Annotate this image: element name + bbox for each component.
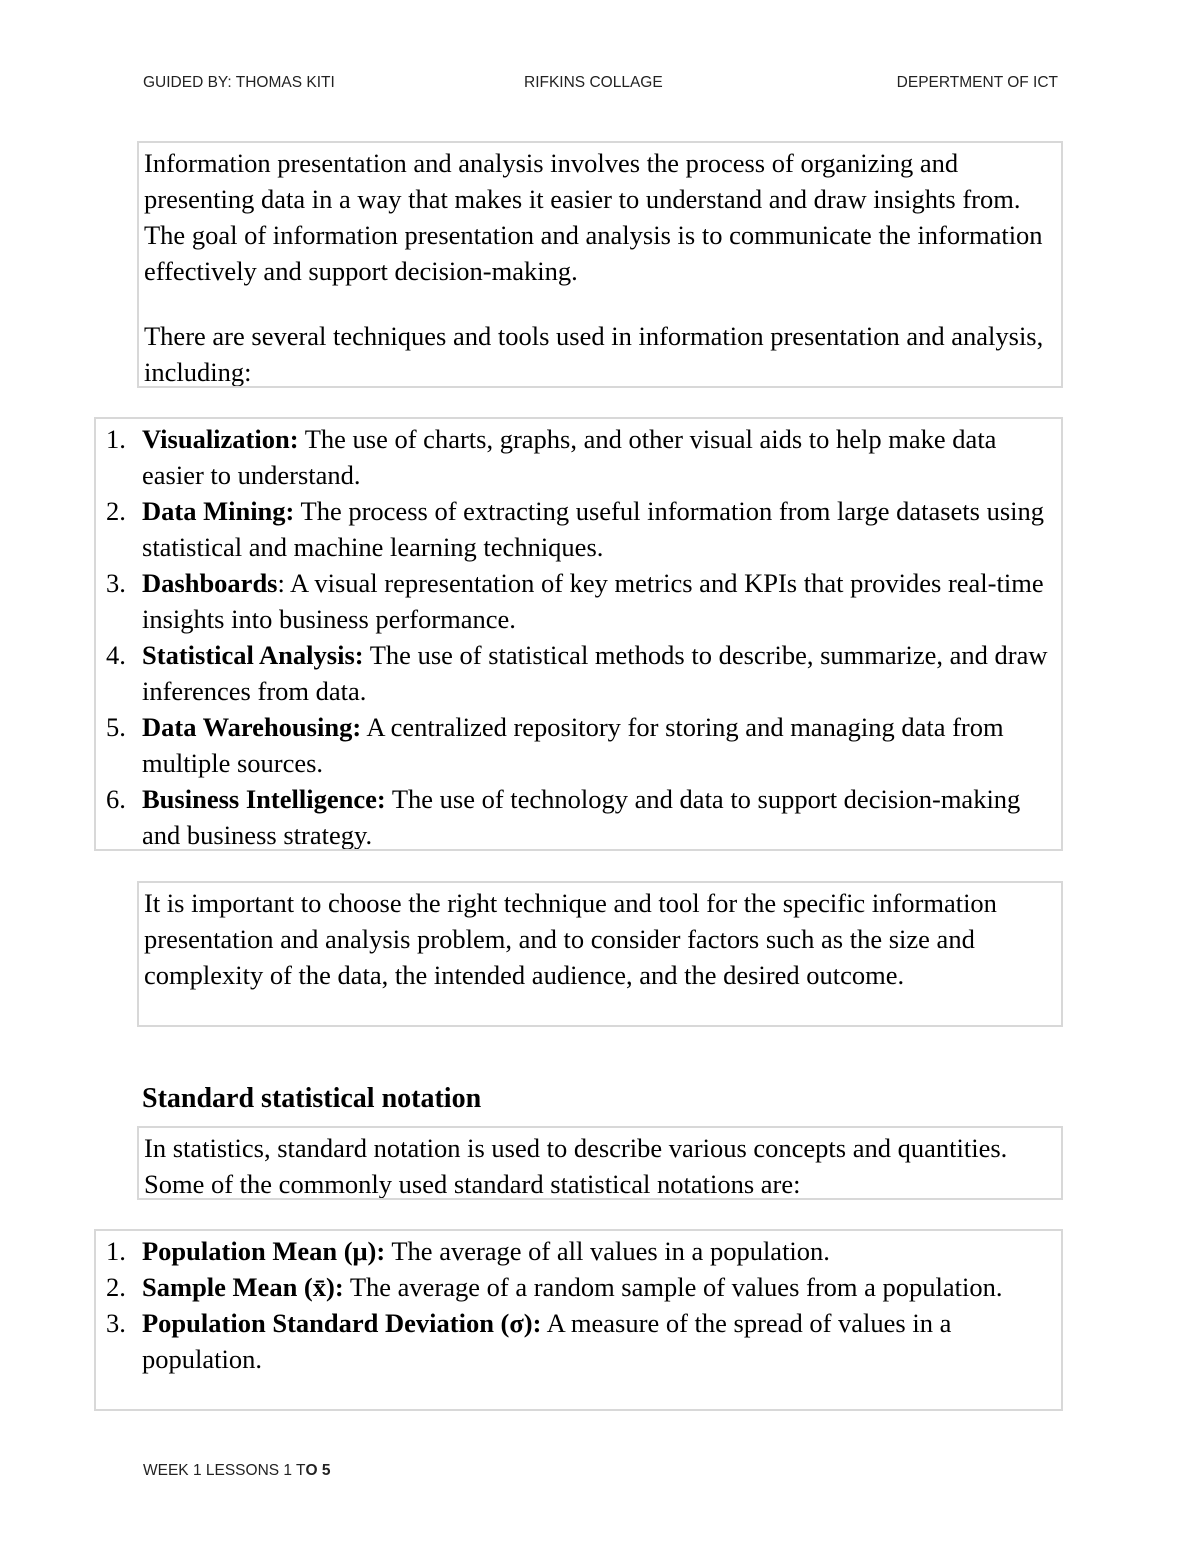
list-description: The average of a random sample of values from a population. — [343, 1272, 1003, 1302]
header-guided-by: GUIDED BY: THOMAS KITI — [143, 74, 335, 91]
techniques-box — [94, 417, 1063, 851]
intro-paragraph-2: There are several techniques and tools used in information presentation and analysis, including: — [144, 321, 1044, 387]
list-number: 2. — [106, 1272, 126, 1302]
list-description: The use of technology and data to support decision-making and business strategy. — [142, 784, 1021, 850]
list-number: 4. — [106, 640, 126, 670]
notation-paragraph: In statistics, standard notation is used to describe various concepts and quantities. Some of the commonly used standard statistical notations are: — [144, 1133, 1008, 1199]
notations-list — [96, 1233, 1061, 1377]
list-term: Statistical Analysis: — [142, 640, 364, 670]
list-number: 1. — [106, 424, 126, 454]
page-footer — [143, 1462, 331, 1480]
list-item — [96, 421, 1061, 493]
notations-box — [94, 1229, 1063, 1411]
page-header — [143, 74, 1058, 98]
list-item — [96, 1233, 1061, 1269]
list-number: 6. — [106, 784, 126, 814]
choose-technique-box — [137, 881, 1063, 1027]
list-description: The average of all values in a population. — [385, 1236, 830, 1266]
footer-text: WEEK 1 LESSONS 1 T — [143, 1462, 306, 1479]
list-number: 2. — [106, 496, 126, 526]
list-description: A centralized repository for storing and managing data from multiple sources. — [142, 712, 1004, 778]
list-term: Data Warehousing: — [142, 712, 362, 742]
header-college: RIFKINS COLLAGE — [524, 74, 663, 91]
list-term: Sample Mean (x̄): — [142, 1272, 344, 1302]
list-number: 3. — [106, 568, 126, 598]
choose-paragraph: It is important to choose the right technique and tool for the specific information presentation and analysis problem, and to consider factors such as the size and complexity of the data, the intended audience, and the desired outcome. — [144, 888, 997, 990]
footer-bold-text: O 5 — [305, 1462, 331, 1479]
list-term: Visualization: — [142, 424, 299, 454]
section-heading: Standard statistical notation — [142, 1083, 482, 1114]
list-term: Data Mining: — [142, 496, 295, 526]
list-item — [96, 1269, 1061, 1305]
intro-box — [137, 141, 1063, 388]
intro-paragraph-1: Information presentation and analysis involves the process of organizing and presenting data in a way that makes it easier to understand and draw insights from. The goal of information presentation and analysis is to communicate the information effectively and support decision-making. — [144, 148, 1043, 286]
list-description: A measure of the spread of values in a population. — [142, 1308, 952, 1374]
list-term: Dashboards — [142, 568, 278, 598]
notation-intro-box — [137, 1126, 1063, 1200]
list-item — [96, 781, 1061, 851]
list-item — [96, 493, 1061, 565]
list-term: Population Standard Deviation (σ): — [142, 1308, 542, 1338]
list-item — [96, 709, 1061, 781]
header-department: DEPERTMENT OF ICT — [896, 74, 1058, 91]
list-number: 5. — [106, 712, 126, 742]
techniques-list — [96, 421, 1061, 851]
list-term: Population Mean (μ): — [142, 1236, 386, 1266]
list-item — [96, 1305, 1061, 1377]
list-description: The process of extracting useful information from large datasets using statistical and machine learning techniques. — [142, 496, 1045, 562]
list-term: Business Intelligence: — [142, 784, 386, 814]
list-description: The use of statistical methods to describe, summarize, and draw inferences from data. — [142, 640, 1048, 706]
list-number: 1. — [106, 1236, 126, 1266]
list-description: : A visual representation of key metrics and KPIs that provides real-time insights into business performance. — [142, 568, 1044, 634]
list-number: 3. — [106, 1308, 126, 1338]
list-item — [96, 637, 1061, 709]
list-item — [96, 565, 1061, 637]
list-description: The use of charts, graphs, and other visual aids to help make data easier to understand. — [142, 424, 997, 490]
